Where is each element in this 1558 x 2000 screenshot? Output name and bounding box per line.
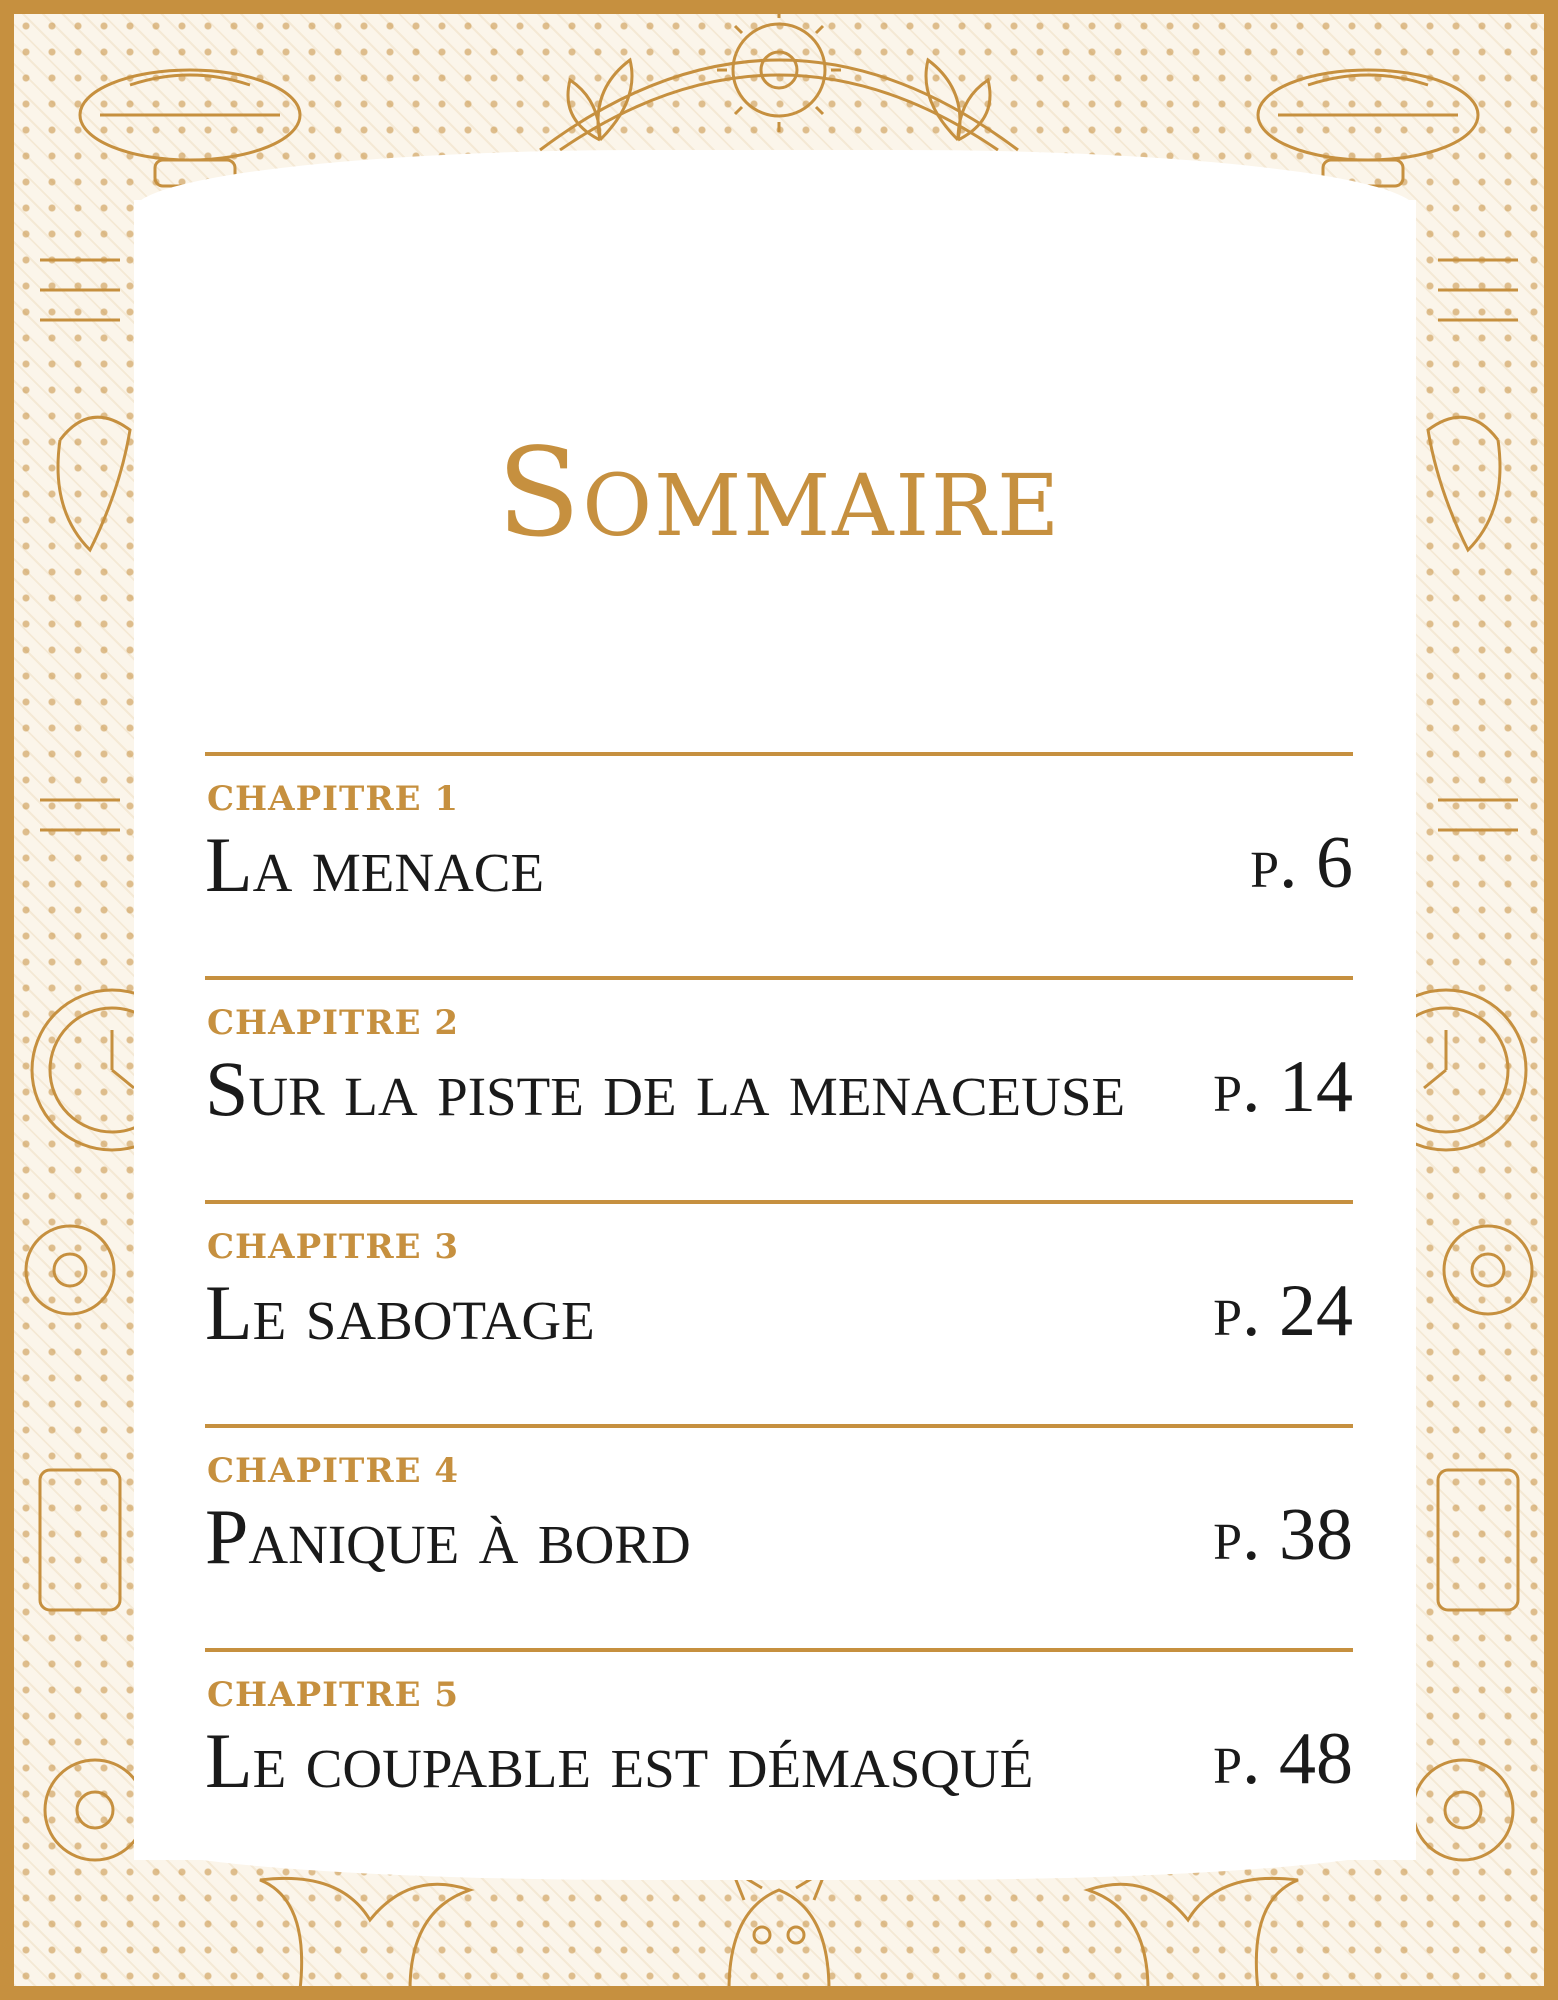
page-title: Sommaire — [496, 421, 1062, 564]
chapter-label: CHAPITRE 4 — [207, 1451, 460, 1491]
chapter-page-number: p. 24 — [1213, 1270, 1353, 1352]
toc-entry-2 — [205, 976, 1353, 1200]
chapter-label: CHAPITRE 3 — [207, 1227, 460, 1267]
chapter-title: Le sabotage — [205, 1269, 595, 1356]
chapter-page-number: p. 38 — [1213, 1494, 1353, 1576]
chapter-title: Panique à bord — [205, 1493, 691, 1580]
chapter-label: CHAPITRE 2 — [207, 1003, 460, 1043]
chapter-label: CHAPITRE 1 — [207, 779, 460, 819]
toc-entry-4 — [205, 1424, 1353, 1648]
toc-entry-5 — [205, 1648, 1353, 1872]
chapter-label: CHAPITRE 5 — [207, 1675, 460, 1715]
cat-face-icon — [729, 1870, 829, 1990]
toc-entry-3 — [205, 1200, 1353, 1424]
chapter-title: Sur la piste de la menaceuse — [205, 1045, 1126, 1132]
table-of-contents — [205, 752, 1353, 1872]
chapter-page-number: p. 14 — [1213, 1046, 1353, 1128]
gear-icon — [717, 8, 841, 132]
chapter-title: La menace — [205, 821, 545, 908]
toc-entry-1 — [205, 752, 1353, 976]
airship-icon — [1258, 70, 1478, 186]
chapter-title: Le coupable est démasqué — [205, 1717, 1034, 1804]
chapter-page-number: p. 48 — [1213, 1718, 1353, 1800]
chapter-page-number: p. 6 — [1250, 822, 1353, 904]
